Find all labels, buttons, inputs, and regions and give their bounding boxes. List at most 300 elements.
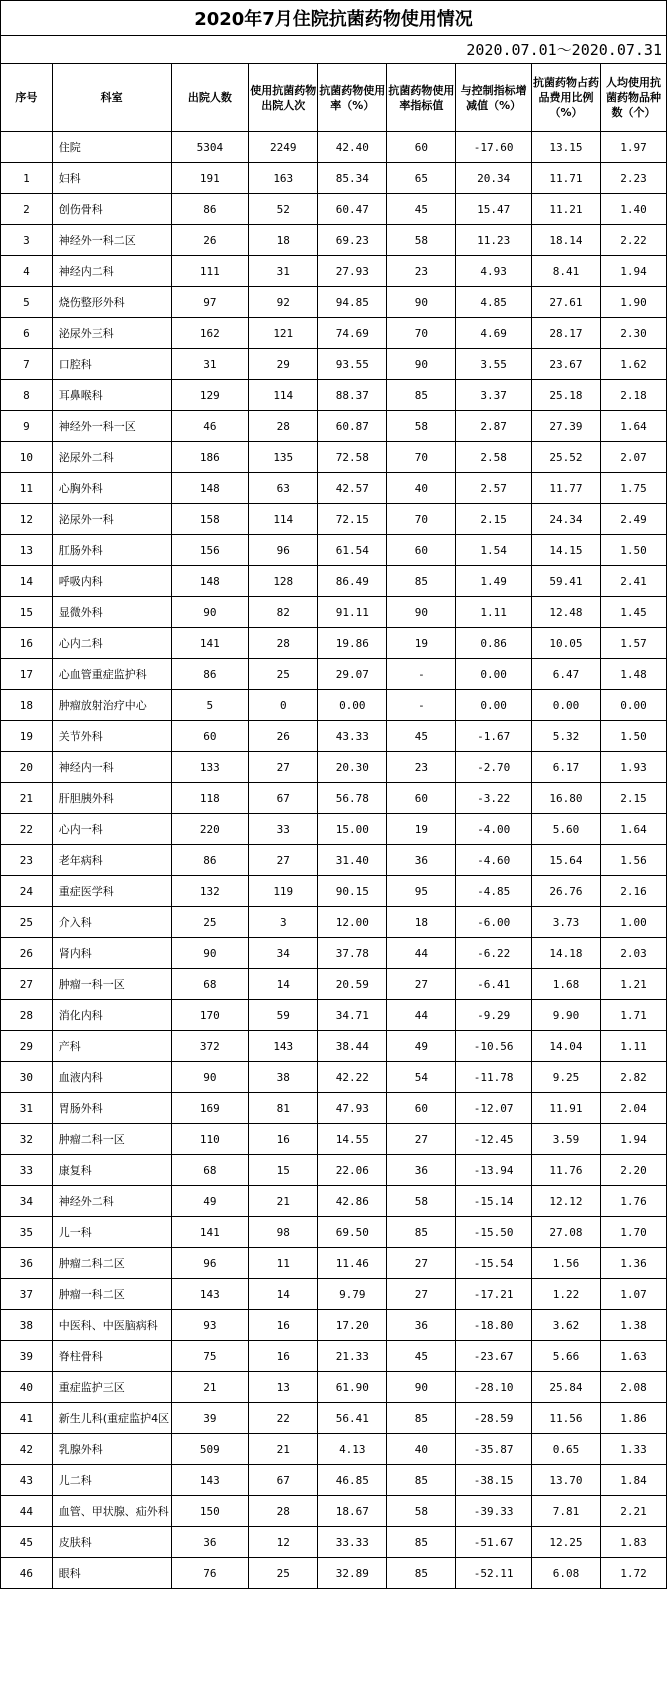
cell-target-rate: - (387, 659, 456, 690)
cell-target-rate: 70 (387, 504, 456, 535)
cell-department: 泌尿外三科 (52, 318, 171, 349)
cell-avg-varieties: 1.00 (601, 907, 667, 938)
cell-discharged: 86 (171, 845, 249, 876)
cell-usage-rate: 29.07 (318, 659, 387, 690)
cell-department: 重症医学科 (52, 876, 171, 907)
table-row (1, 442, 667, 473)
cell-cost-ratio: 6.08 (531, 1558, 600, 1589)
table-row (1, 876, 667, 907)
cell-department: 耳鼻喉科 (52, 380, 171, 411)
cell-delta: -38.15 (456, 1465, 532, 1496)
cell-department: 泌尿外一科 (52, 504, 171, 535)
cell-department: 肿瘤二科一区 (52, 1124, 171, 1155)
cell-delta: -28.10 (456, 1372, 532, 1403)
cell-usage-rate: 34.71 (318, 1000, 387, 1031)
cell-target-rate: 70 (387, 318, 456, 349)
cell-delta: -4.85 (456, 876, 532, 907)
cell-usage-rate: 21.33 (318, 1341, 387, 1372)
cell-seq: 25 (1, 907, 53, 938)
table-row (1, 1558, 667, 1589)
cell-department: 泌尿外二科 (52, 442, 171, 473)
cell-department: 显微外科 (52, 597, 171, 628)
cell-department: 创伤骨科 (52, 194, 171, 225)
cell-cost-ratio: 5.32 (531, 721, 600, 752)
cell-target-rate: 90 (387, 1372, 456, 1403)
cell-avg-varieties: 1.40 (601, 194, 667, 225)
cell-usage-rate: 17.20 (318, 1310, 387, 1341)
cell-department: 眼科 (52, 1558, 171, 1589)
cell-antibiotic-discharges: 98 (249, 1217, 318, 1248)
header-row (1, 64, 667, 132)
cell-seq: 38 (1, 1310, 53, 1341)
cell-cost-ratio: 23.67 (531, 349, 600, 380)
cell-usage-rate: 74.69 (318, 318, 387, 349)
table-row (1, 814, 667, 845)
cell-avg-varieties: 1.70 (601, 1217, 667, 1248)
table-row (1, 1093, 667, 1124)
cell-delta: -1.67 (456, 721, 532, 752)
cell-seq: 8 (1, 380, 53, 411)
cell-department: 关节外科 (52, 721, 171, 752)
cell-delta: -12.07 (456, 1093, 532, 1124)
cell-antibiotic-discharges: 14 (249, 969, 318, 1000)
table-row (1, 1062, 667, 1093)
cell-department: 老年病科 (52, 845, 171, 876)
cell-seq: 29 (1, 1031, 53, 1062)
cell-delta: -52.11 (456, 1558, 532, 1589)
cell-department: 脊柱骨科 (52, 1341, 171, 1372)
cell-antibiotic-discharges: 67 (249, 783, 318, 814)
cell-seq: 13 (1, 535, 53, 566)
cell-seq: 37 (1, 1279, 53, 1310)
cell-seq: 44 (1, 1496, 53, 1527)
cell-antibiotic-discharges: 31 (249, 256, 318, 287)
cell-antibiotic-discharges: 128 (249, 566, 318, 597)
cell-delta: 4.93 (456, 256, 532, 287)
cell-discharged: 90 (171, 597, 249, 628)
cell-discharged: 191 (171, 163, 249, 194)
cell-target-rate: 65 (387, 163, 456, 194)
cell-usage-rate: 38.44 (318, 1031, 387, 1062)
cell-discharged: 93 (171, 1310, 249, 1341)
cell-cost-ratio: 27.08 (531, 1217, 600, 1248)
cell-discharged: 148 (171, 566, 249, 597)
cell-discharged: 86 (171, 659, 249, 690)
cell-target-rate: 40 (387, 1434, 456, 1465)
cell-avg-varieties: 2.15 (601, 783, 667, 814)
cell-department: 肛肠外科 (52, 535, 171, 566)
cell-cost-ratio: 3.73 (531, 907, 600, 938)
table-row (1, 473, 667, 504)
cell-discharged: 68 (171, 969, 249, 1000)
cell-seq: 32 (1, 1124, 53, 1155)
cell-department: 血管、甲状腺、疝外科 (52, 1496, 171, 1527)
cell-cost-ratio: 18.14 (531, 225, 600, 256)
cell-seq: 12 (1, 504, 53, 535)
cell-delta: -4.60 (456, 845, 532, 876)
cell-seq (1, 132, 53, 163)
table-row (1, 1124, 667, 1155)
cell-antibiotic-discharges: 16 (249, 1124, 318, 1155)
cell-antibiotic-discharges: 21 (249, 1186, 318, 1217)
cell-avg-varieties: 1.93 (601, 752, 667, 783)
cell-target-rate: 60 (387, 1093, 456, 1124)
cell-department: 妇科 (52, 163, 171, 194)
cell-usage-rate: 86.49 (318, 566, 387, 597)
cell-department: 心胸外科 (52, 473, 171, 504)
cell-antibiotic-discharges: 81 (249, 1093, 318, 1124)
cell-department: 肿瘤一科一区 (52, 969, 171, 1000)
cell-antibiotic-discharges: 92 (249, 287, 318, 318)
cell-department: 中医科、中医脑病科 (52, 1310, 171, 1341)
cell-cost-ratio: 1.22 (531, 1279, 600, 1310)
cell-target-rate: 36 (387, 845, 456, 876)
cell-discharged: 186 (171, 442, 249, 473)
cell-seq: 36 (1, 1248, 53, 1279)
table-row (1, 163, 667, 194)
table-row (1, 566, 667, 597)
cell-discharged: 148 (171, 473, 249, 504)
cell-target-rate: 54 (387, 1062, 456, 1093)
cell-delta: 15.47 (456, 194, 532, 225)
cell-delta: 11.23 (456, 225, 532, 256)
cell-target-rate: 19 (387, 814, 456, 845)
cell-discharged: 170 (171, 1000, 249, 1031)
cell-antibiotic-discharges: 114 (249, 504, 318, 535)
cell-department: 肿瘤二科二区 (52, 1248, 171, 1279)
cell-avg-varieties: 1.64 (601, 814, 667, 845)
table-row (1, 411, 667, 442)
cell-delta: -15.54 (456, 1248, 532, 1279)
cell-seq: 24 (1, 876, 53, 907)
cell-target-rate: 40 (387, 473, 456, 504)
cell-department: 心内二科 (52, 628, 171, 659)
cell-discharged: 60 (171, 721, 249, 752)
cell-cost-ratio: 10.05 (531, 628, 600, 659)
cell-delta: 1.54 (456, 535, 532, 566)
cell-delta: 2.57 (456, 473, 532, 504)
cell-cost-ratio: 11.56 (531, 1403, 600, 1434)
table-row (1, 721, 667, 752)
cell-antibiotic-discharges: 63 (249, 473, 318, 504)
cell-avg-varieties: 2.21 (601, 1496, 667, 1527)
cell-usage-rate: 72.15 (318, 504, 387, 535)
cell-delta: 3.55 (456, 349, 532, 380)
cell-cost-ratio: 25.84 (531, 1372, 600, 1403)
cell-target-rate: 27 (387, 969, 456, 1000)
header-usage-rate: 抗菌药物使用率（%） (318, 64, 387, 132)
cell-avg-varieties: 2.18 (601, 380, 667, 411)
cell-cost-ratio: 11.71 (531, 163, 600, 194)
cell-target-rate: 90 (387, 287, 456, 318)
cell-delta: -12.45 (456, 1124, 532, 1155)
cell-target-rate: 60 (387, 783, 456, 814)
cell-avg-varieties: 1.56 (601, 845, 667, 876)
cell-usage-rate: 60.87 (318, 411, 387, 442)
cell-delta: 4.85 (456, 287, 532, 318)
cell-cost-ratio: 12.48 (531, 597, 600, 628)
cell-usage-rate: 32.89 (318, 1558, 387, 1589)
cell-avg-varieties: 0.00 (601, 690, 667, 721)
cell-target-rate: 49 (387, 1031, 456, 1062)
cell-discharged: 132 (171, 876, 249, 907)
cell-cost-ratio: 24.34 (531, 504, 600, 535)
cell-avg-varieties: 1.50 (601, 535, 667, 566)
cell-avg-varieties: 1.90 (601, 287, 667, 318)
table-row (1, 1372, 667, 1403)
cell-delta: -13.94 (456, 1155, 532, 1186)
cell-cost-ratio: 1.56 (531, 1248, 600, 1279)
cell-avg-varieties: 1.75 (601, 473, 667, 504)
cell-discharged: 36 (171, 1527, 249, 1558)
cell-avg-varieties: 2.22 (601, 225, 667, 256)
cell-avg-varieties: 1.57 (601, 628, 667, 659)
cell-usage-rate: 61.90 (318, 1372, 387, 1403)
cell-department: 消化内科 (52, 1000, 171, 1031)
cell-seq: 34 (1, 1186, 53, 1217)
cell-usage-rate: 14.55 (318, 1124, 387, 1155)
cell-usage-rate: 11.46 (318, 1248, 387, 1279)
cell-seq: 6 (1, 318, 53, 349)
cell-target-rate: 70 (387, 442, 456, 473)
cell-seq: 7 (1, 349, 53, 380)
cell-antibiotic-discharges: 28 (249, 1496, 318, 1527)
cell-delta: -6.41 (456, 969, 532, 1000)
cell-seq: 20 (1, 752, 53, 783)
cell-delta: -23.67 (456, 1341, 532, 1372)
cell-cost-ratio: 11.21 (531, 194, 600, 225)
table-row (1, 1155, 667, 1186)
cell-discharged: 156 (171, 535, 249, 566)
cell-department: 胃肠外科 (52, 1093, 171, 1124)
cell-target-rate: 44 (387, 938, 456, 969)
cell-delta: -17.21 (456, 1279, 532, 1310)
cell-discharged: 162 (171, 318, 249, 349)
table-row (1, 1341, 667, 1372)
cell-cost-ratio: 13.70 (531, 1465, 600, 1496)
cell-usage-rate: 27.93 (318, 256, 387, 287)
cell-avg-varieties: 2.23 (601, 163, 667, 194)
cell-delta: 0.86 (456, 628, 532, 659)
cell-cost-ratio: 11.76 (531, 1155, 600, 1186)
cell-discharged: 111 (171, 256, 249, 287)
cell-avg-varieties: 1.84 (601, 1465, 667, 1496)
cell-seq: 43 (1, 1465, 53, 1496)
cell-cost-ratio: 25.18 (531, 380, 600, 411)
cell-seq: 42 (1, 1434, 53, 1465)
cell-avg-varieties: 1.72 (601, 1558, 667, 1589)
cell-target-rate: 36 (387, 1155, 456, 1186)
cell-antibiotic-discharges: 38 (249, 1062, 318, 1093)
table-row (1, 349, 667, 380)
cell-department: 神经外一科一区 (52, 411, 171, 442)
cell-seq: 39 (1, 1341, 53, 1372)
cell-avg-varieties: 2.16 (601, 876, 667, 907)
cell-antibiotic-discharges: 33 (249, 814, 318, 845)
cell-department: 住院 (52, 132, 171, 163)
cell-delta: -6.00 (456, 907, 532, 938)
cell-department: 肿瘤放射治疗中心 (52, 690, 171, 721)
table-row (1, 628, 667, 659)
cell-target-rate: 36 (387, 1310, 456, 1341)
cell-seq: 40 (1, 1372, 53, 1403)
cell-avg-varieties: 1.21 (601, 969, 667, 1000)
cell-antibiotic-discharges: 114 (249, 380, 318, 411)
cell-avg-varieties: 1.62 (601, 349, 667, 380)
report-title: 2020年7月住院抗菌药物使用情况 (1, 1, 667, 36)
cell-usage-rate: 88.37 (318, 380, 387, 411)
cell-department: 烧伤整形外科 (52, 287, 171, 318)
cell-usage-rate: 94.85 (318, 287, 387, 318)
cell-seq: 22 (1, 814, 53, 845)
cell-avg-varieties: 2.07 (601, 442, 667, 473)
cell-discharged: 86 (171, 194, 249, 225)
cell-target-rate: 27 (387, 1248, 456, 1279)
cell-cost-ratio: 9.25 (531, 1062, 600, 1093)
cell-usage-rate: 4.13 (318, 1434, 387, 1465)
cell-seq: 23 (1, 845, 53, 876)
cell-discharged: 49 (171, 1186, 249, 1217)
cell-usage-rate: 37.78 (318, 938, 387, 969)
cell-discharged: 509 (171, 1434, 249, 1465)
cell-cost-ratio: 0.00 (531, 690, 600, 721)
cell-seq: 45 (1, 1527, 53, 1558)
cell-delta: 0.00 (456, 659, 532, 690)
cell-seq: 26 (1, 938, 53, 969)
cell-avg-varieties: 1.76 (601, 1186, 667, 1217)
cell-usage-rate: 19.86 (318, 628, 387, 659)
cell-department: 神经内一科 (52, 752, 171, 783)
cell-usage-rate: 47.93 (318, 1093, 387, 1124)
cell-avg-varieties: 1.38 (601, 1310, 667, 1341)
cell-discharged: 150 (171, 1496, 249, 1527)
cell-discharged: 90 (171, 1062, 249, 1093)
cell-usage-rate: 42.57 (318, 473, 387, 504)
header-avg-varieties: 人均使用抗菌药物品种数（个） (601, 64, 667, 132)
cell-target-rate: 45 (387, 721, 456, 752)
cell-usage-rate: 33.33 (318, 1527, 387, 1558)
table-row (1, 597, 667, 628)
cell-avg-varieties: 1.64 (601, 411, 667, 442)
cell-discharged: 118 (171, 783, 249, 814)
table-row (1, 132, 667, 163)
cell-discharged: 141 (171, 1217, 249, 1248)
cell-cost-ratio: 25.52 (531, 442, 600, 473)
cell-avg-varieties: 2.04 (601, 1093, 667, 1124)
cell-avg-varieties: 1.71 (601, 1000, 667, 1031)
cell-seq: 27 (1, 969, 53, 1000)
table-row (1, 969, 667, 1000)
cell-avg-varieties: 1.45 (601, 597, 667, 628)
cell-discharged: 133 (171, 752, 249, 783)
cell-cost-ratio: 14.04 (531, 1031, 600, 1062)
cell-seq: 19 (1, 721, 53, 752)
table-row (1, 194, 667, 225)
cell-delta: 1.49 (456, 566, 532, 597)
cell-cost-ratio: 13.15 (531, 132, 600, 163)
cell-cost-ratio: 1.68 (531, 969, 600, 1000)
cell-seq: 41 (1, 1403, 53, 1434)
cell-delta: -18.80 (456, 1310, 532, 1341)
cell-usage-rate: 9.79 (318, 1279, 387, 1310)
cell-discharged: 169 (171, 1093, 249, 1124)
cell-target-rate: 85 (387, 566, 456, 597)
cell-antibiotic-discharges: 13 (249, 1372, 318, 1403)
cell-cost-ratio: 6.47 (531, 659, 600, 690)
cell-avg-varieties: 2.30 (601, 318, 667, 349)
cell-antibiotic-discharges: 67 (249, 1465, 318, 1496)
table-row (1, 256, 667, 287)
cell-department: 心血管重症监护科 (52, 659, 171, 690)
cell-antibiotic-discharges: 119 (249, 876, 318, 907)
table-row (1, 845, 667, 876)
cell-target-rate: 58 (387, 1496, 456, 1527)
cell-usage-rate: 85.34 (318, 163, 387, 194)
cell-target-rate: 44 (387, 1000, 456, 1031)
cell-seq: 5 (1, 287, 53, 318)
cell-antibiotic-discharges: 26 (249, 721, 318, 752)
table-row (1, 1465, 667, 1496)
table-row (1, 1279, 667, 1310)
cell-seq: 17 (1, 659, 53, 690)
cell-target-rate: 85 (387, 380, 456, 411)
table-row (1, 380, 667, 411)
cell-cost-ratio: 6.17 (531, 752, 600, 783)
cell-discharged: 31 (171, 349, 249, 380)
cell-target-rate: 58 (387, 411, 456, 442)
cell-department: 呼吸内科 (52, 566, 171, 597)
cell-usage-rate: 72.58 (318, 442, 387, 473)
cell-avg-varieties: 1.94 (601, 1124, 667, 1155)
cell-department: 血液内科 (52, 1062, 171, 1093)
cell-target-rate: 85 (387, 1527, 456, 1558)
cell-target-rate: 60 (387, 132, 456, 163)
cell-avg-varieties: 1.07 (601, 1279, 667, 1310)
cell-usage-rate: 69.23 (318, 225, 387, 256)
cell-cost-ratio: 16.80 (531, 783, 600, 814)
cell-delta: -6.22 (456, 938, 532, 969)
cell-department: 康复科 (52, 1155, 171, 1186)
cell-cost-ratio: 12.25 (531, 1527, 600, 1558)
cell-antibiotic-discharges: 143 (249, 1031, 318, 1062)
cell-seq: 2 (1, 194, 53, 225)
table-row (1, 783, 667, 814)
cell-target-rate: 58 (387, 1186, 456, 1217)
cell-delta: 3.37 (456, 380, 532, 411)
cell-department: 皮肤科 (52, 1527, 171, 1558)
cell-antibiotic-discharges: 28 (249, 628, 318, 659)
cell-avg-varieties: 1.36 (601, 1248, 667, 1279)
cell-cost-ratio: 0.65 (531, 1434, 600, 1465)
cell-antibiotic-discharges: 21 (249, 1434, 318, 1465)
table-row (1, 938, 667, 969)
table-row (1, 1434, 667, 1465)
cell-seq: 35 (1, 1217, 53, 1248)
table-row (1, 1031, 667, 1062)
cell-avg-varieties: 2.08 (601, 1372, 667, 1403)
cell-usage-rate: 20.59 (318, 969, 387, 1000)
cell-seq: 33 (1, 1155, 53, 1186)
cell-discharged: 372 (171, 1031, 249, 1062)
cell-avg-varieties: 1.48 (601, 659, 667, 690)
cell-avg-varieties: 1.50 (601, 721, 667, 752)
cell-antibiotic-discharges: 3 (249, 907, 318, 938)
cell-delta: -10.56 (456, 1031, 532, 1062)
cell-discharged: 5 (171, 690, 249, 721)
cell-usage-rate: 12.00 (318, 907, 387, 938)
cell-usage-rate: 22.06 (318, 1155, 387, 1186)
cell-discharged: 5304 (171, 132, 249, 163)
